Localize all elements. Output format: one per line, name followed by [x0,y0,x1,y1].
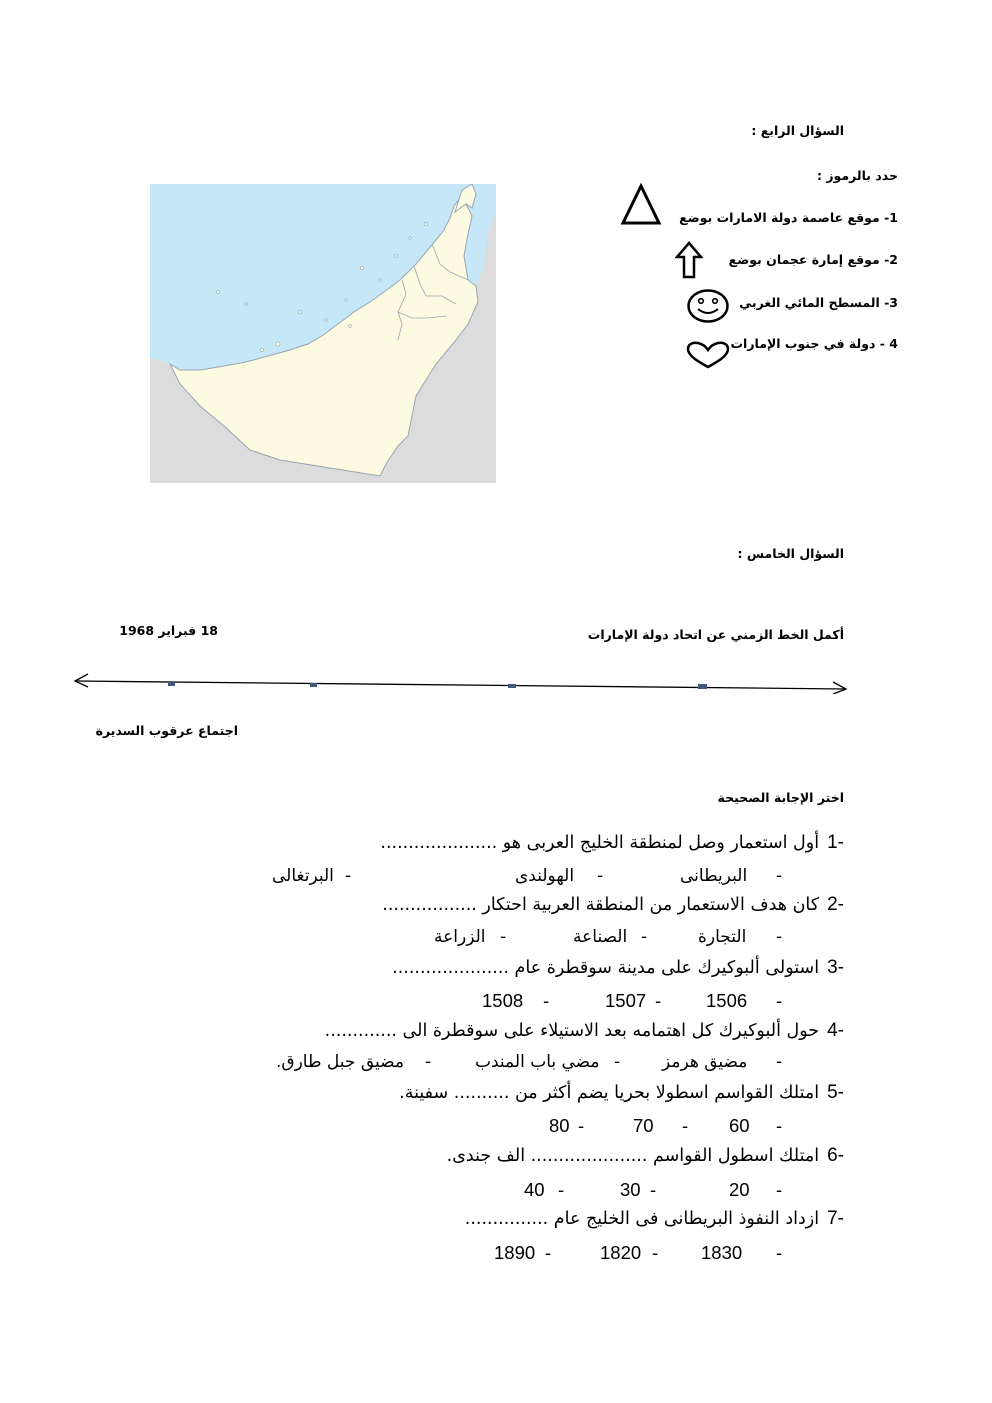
question-number: 3- [827,957,844,978]
option-text: 60 [729,1115,750,1136]
mcq-question-3 [392,957,844,979]
timeline-axis [70,672,852,694]
option-text: 1507 [605,990,647,1011]
question-number: 5- [827,1082,844,1103]
option-dash: - [655,990,662,1011]
uae-map [150,184,496,483]
option-text: مضي باب المندب [475,1052,600,1072]
option-text: 80 [549,1115,570,1136]
option-dash: - [776,866,783,886]
option-text: الزراعة [434,927,486,947]
option-dash: - [558,1179,565,1200]
option-dash: - [776,1115,783,1136]
option-dash: - [345,866,352,886]
question-text: امتلك القواسم اسطولا بحريا يضم أكثر من .......... سفينة. [399,1083,820,1103]
option-text: 1830 [701,1242,743,1263]
question-text: كان هدف الاستعمار من المنطقة العربية احتكار ................. [382,895,820,915]
question-text: حول ألبوكيرك كل اهتمامه بعد الاستيلاء على سوقطرة الى ............. [324,1021,820,1041]
mcq-question-2 [382,894,844,916]
option-dash: - [578,1115,585,1136]
option-text: الصناعة [573,927,628,947]
option-dash: - [425,1052,432,1072]
option-dash: - [500,927,507,947]
mcq-question-6 [447,1145,844,1167]
question-number: 6- [827,1145,844,1166]
q4-item-2: 2- موقع إمارة عجمان بوضع [728,252,898,267]
q5-title: السؤال الخامس : [737,546,844,561]
option-text: 1890 [494,1242,536,1263]
option-text: مضيق هرمز [662,1052,748,1072]
mcq-question-4 [325,1020,844,1042]
option-dash: - [776,990,783,1011]
triangle-icon [620,183,662,227]
option-text: 1508 [482,990,524,1011]
timeline-marker [310,683,317,687]
option-text: 30 [620,1179,641,1200]
option-text: 20 [729,1179,750,1200]
option-dash: - [652,1242,659,1263]
up-arrow-icon [675,241,703,279]
option-dash: - [682,1115,689,1136]
option-dash: - [614,1052,621,1072]
option-dash: - [641,927,648,947]
option-dash: - [776,1242,783,1263]
timeline-date: 18 فبراير 1968 [119,623,218,638]
q4-item-1: 1- موقع عاصمة دولة الامارات بوضع [679,210,898,225]
timeline-marker [698,684,707,689]
option-text: البريطانى [680,866,748,886]
q4-item-3: 3- المسطح المائي الغربي [739,295,898,310]
question-number: 7- [827,1208,844,1229]
option-dash: - [776,1052,783,1072]
option-text: 70 [633,1115,654,1136]
option-dash: - [543,990,550,1011]
option-dash: - [776,927,783,947]
timeline-marker [168,682,175,686]
q5-instruction: أكمل الخط الزمني عن اتحاد دولة الإمارات [587,627,844,642]
heart-icon [685,340,731,370]
option-dash: - [545,1242,552,1263]
question-number: 1- [827,832,844,853]
option-text: الهولندى [515,866,575,886]
question-text: استولى ألبوكيرك على مدينة سوقطرة عام ..................... [392,958,820,978]
mcq-question-7 [465,1208,844,1230]
timeline-event: اجتماع عرقوب السديرة [95,723,238,738]
option-text: 1820 [600,1242,642,1263]
question-text: امتلك اسطول القواسم ..................... الف جندى. [446,1146,820,1166]
option-text: 1506 [706,990,748,1011]
q4-item-4: 4 - دولة في جنوب الإمارات [730,336,898,351]
q4-instruction: حدد بالرموز : [817,168,898,183]
option-dash: - [597,866,604,886]
option-text: 40 [524,1179,545,1200]
smiley-icon [686,288,730,324]
question-number: 2- [827,894,844,915]
option-text: البرتغالى [272,866,334,886]
mcq-title: اختر الإجابة الصحيحة [717,790,844,805]
option-text: مضيق جبل طارق. [276,1052,404,1072]
option-text: التجارة [698,927,747,947]
q4-title: السؤال الرابع : [751,123,844,138]
mcq-question-5 [399,1082,844,1104]
question-text: ازداد النفوذ البريطانى فى الخليج عام ............... [464,1209,820,1229]
question-text: أول استعمار وصل لمنطقة الخليج العربى هو ..................... [380,833,820,853]
question-number: 4- [827,1020,844,1041]
option-dash: - [650,1179,657,1200]
option-dash: - [776,1179,783,1200]
mcq-question-1 [380,832,844,854]
timeline-marker [508,684,516,688]
